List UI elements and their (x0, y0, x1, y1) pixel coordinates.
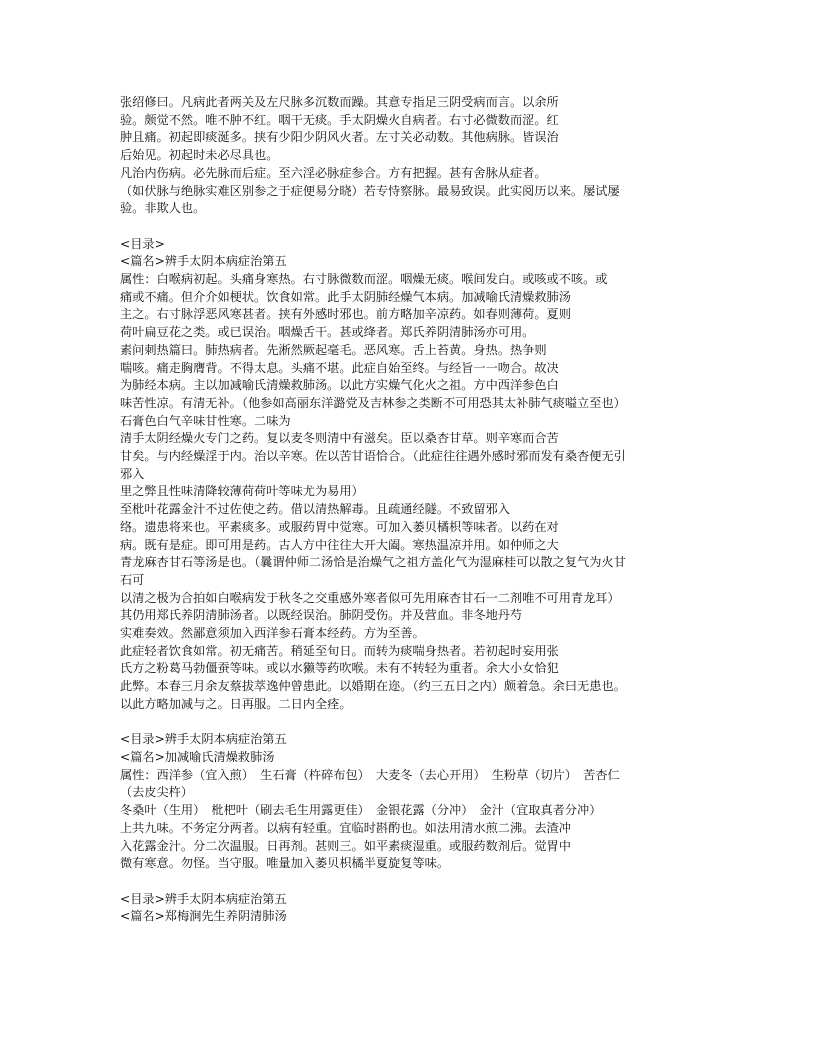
text-line: 入花露金汁。分二次温服。日再剂。甚则三。如平素痰湿重。或服药数剂后。觉胃中 (120, 838, 571, 853)
text-line: （去皮尖杵） (120, 785, 194, 800)
chapter-title: <篇名>辨手太阴本病症治第五 (120, 254, 287, 269)
text-line: 属性：西洋参（宜入煎） 生石膏（杵碎布包） 大麦冬（去心开用） 生粉草（切片） 苦杏仁 (120, 767, 620, 782)
text-line: 以此方略加减与之。日再服。二日内全痊。 (120, 696, 352, 711)
text-line: 冬桑叶（生用） 枇杷叶（刷去毛生用露更佳） 金银花露（分冲） 金汁（宜取真者分冲） (120, 803, 602, 818)
text-line: 荷叶扁豆花之类。或已误治。咽燥舌干。甚或绛者。郑氏养阴清肺汤亦可用。 (120, 325, 535, 340)
section-chapter-five (120, 236, 700, 714)
text-line: 清手太阴经燥火专门之药。复以麦冬则清中有滋矣。臣以桑杏甘草。则辛寒而合苦 (120, 431, 559, 446)
text-line: 属性：白喉病初起。头痛身寒热。右寸脉微数而涩。咽燥无痰。喉间发白。或咳或不咳。或 (120, 272, 608, 287)
text-line: 味苦性凉。有清无补。（他参如高丽东洋潞党及吉林参之类断不可用恐其太补肺气痰嗌立至也） (120, 395, 626, 410)
text-line: 素问刺热篇曰。肺热病者。先淅然厥起毫毛。恶风寒。舌上苔黄。身热。热争则 (120, 342, 547, 357)
text-line: 上共九味。不务定分两者。以病有轻重。宜临时斟酌也。如法用清水煎二沸。去渣冲 (120, 820, 571, 835)
text-line: 后始见。初起时未必尽具也。 (120, 148, 279, 163)
text-line: 里之弊且性味清降较薄荷荷叶等味尤为易用） (120, 484, 364, 499)
formula-title: <篇名>加减喻氏清燥救肺汤 (120, 749, 275, 764)
text-line: 石可 (120, 572, 145, 587)
text-line: 以清之极为合拍如白喉病发于秋冬之交重感外寒者似可先用麻杏甘石一二剂唯不可用青龙耳） (120, 590, 620, 605)
paragraph-pulse-notes (120, 94, 700, 218)
text-line: 此症轻者饮食如常。初无痛苦。稍延至旬日。而转为痰喘身热者。若初起时妄用张 (120, 643, 559, 658)
text-line: 为肺经本病。主以加减喻氏清燥救肺汤。以此方实燥气化火之祖。方中西洋参色白 (120, 378, 559, 393)
toc-heading: <目录>辨手太阴本病症治第五 (120, 891, 287, 906)
text-line: 络。遗患将来也。平素痰多。或服药胃中觉寒。可加入萎贝橘枳等味者。以药在对 (120, 519, 559, 534)
paragraph-gap (120, 873, 700, 891)
text-line: 主之。右寸脉浮恶风寒甚者。挟有外感时邪也。前方略加辛凉药。如春则薄荷。夏则 (120, 307, 571, 322)
section-formula-yangyin (120, 891, 700, 926)
text-line: 其仍用郑氏养阴清肺汤者。以既经误治。肺阴受伤。并及营血。非冬地丹芍 (120, 608, 523, 623)
paragraph-gap (120, 218, 700, 236)
section-formula-qingzao (120, 731, 700, 873)
toc-heading: <目录> (120, 236, 165, 251)
text-line: 氏方之粉葛马勃僵蚕等味。或以水獭等药吹喉。未有不转轻为重者。余大小女恰犯 (120, 661, 559, 676)
paragraph-gap (120, 714, 700, 732)
text-line: 至枇叶花露金汁不过佐使之药。借以清热解毒。且疏通经隧。不致留邪入 (120, 502, 510, 517)
text-line: 痛或不痛。但介介如梗状。饮食如常。此手太阴肺经燥气本病。加减喻氏清燥救肺汤 (120, 289, 571, 304)
text-line: 微有寒意。勿怪。当守服。唯量加入萎贝枳橘半夏旋复等味。 (120, 856, 450, 871)
text-line: 青龙麻杏甘石等汤是也。（曩谓仲师二汤恰是治燥气之祖方盖化气为湿麻桂可以散之复气为火甘 (120, 555, 626, 570)
text-line: 实难奏效。然鄙意须加入西洋参石膏本经药。方为至善。 (120, 626, 425, 641)
text-line: 验。颇觉不然。唯不肿不红。咽干无痰。手太阴燥火自病者。右寸必微数而涩。红 (120, 112, 559, 127)
text-line: 邪入 (120, 466, 145, 481)
text-line: 喘咳。痛走胸膺背。不得太息。头痛不堪。此症自始至终。与经旨一一吻合。故决 (120, 360, 559, 375)
text-line: 此弊。本春三月余友蔡拔萃逸仲曾患此。以婚期在迩。（约三五日之内）颇着急。余曰无患也。 (120, 679, 626, 694)
text-line: 张绍修曰。凡病此者两关及左尺脉多沉数而躁。其意专指足三阴受病而言。以余所 (120, 95, 559, 109)
text-line: 病。既有是症。即可用是药。古人方中往往大开大阖。寒热温凉并用。如仲师之大 (120, 537, 559, 552)
text-line: （如伏脉与绝脉实难区别参之于症便易分晓）若专恃察脉。最易致误。此实阅历以来。屡试屡 (120, 183, 620, 198)
text-line: 验。非欺人也。 (120, 201, 206, 216)
text-line: 肿且痛。初起即痰涎多。挟有少阳少阴风火者。左寸关必动数。其他病脉。皆误治 (120, 130, 559, 145)
text-line: 甘矣。与内经燥淫于内。治以辛寒。佐以苦甘语恰合。（此症往往遇外感时邪而发有桑杏便无引 (120, 449, 626, 464)
document-page (120, 94, 700, 926)
text-line: 凡治内伤病。必先脉而后症。至六淫必脉症参合。方有把握。甚有舍脉从症者。 (120, 165, 547, 180)
formula-title: <篇名>郑梅涧先生养阴清肺汤 (120, 909, 287, 924)
text-line: 石膏色白气辛味甘性寒。二味为 (120, 413, 291, 428)
toc-heading: <目录>辨手太阴本病症治第五 (120, 732, 287, 747)
